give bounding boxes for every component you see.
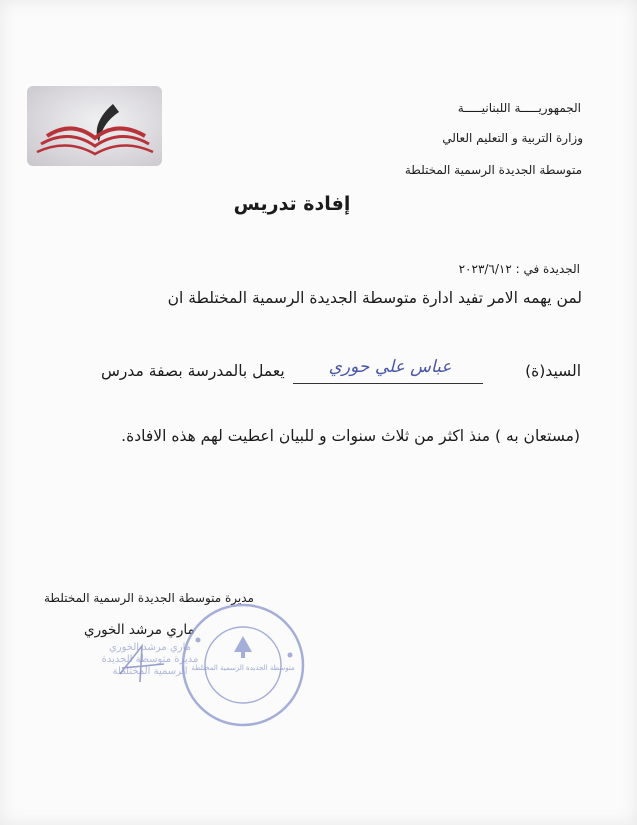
duration-text: (مستعان به ) منذ اكثر من ثلاث سنوات و للبيان اعطيت لهم هذه الافادة. [121,427,580,445]
signatory-name: ماري مرشد الخوري [84,622,195,638]
header-republic: الجمهوريـــــة اللبنانيـــــة [457,101,581,115]
name-stamp-line: ماري مرشد الخوري [108,642,192,653]
handwritten-name: عباس علي حوري [328,357,452,377]
name-stamp-line: الرسمية المختلطة [112,666,188,677]
signature-scrawl [112,634,172,694]
stamp-center-text: متوسطة الجديدة الرسمية المختلطة [191,664,295,672]
intro-text: لمن يهمه الامر تفيد ادارة متوسطة الجديدة الرسمية المختلطة ان [167,289,582,307]
name-stamp-line: مديرة متوسطة الجديدة [101,654,199,665]
header-school: متوسطة الجديدة الرسمية المختلطة [404,163,582,177]
work-text: يعمل بالمدرسة بصفة مدرس [101,362,285,380]
date-line: الجديدة في : ٢٠٢٣/٦/١٢ [458,262,580,276]
name-label: السيد(ة) [525,362,581,380]
signatory-title: مديرة متوسطة الجديدة الرسمية المختلطة [44,591,254,605]
document-title: إفادة تدريس [233,193,351,215]
official-stamp [178,600,308,730]
header-ministry: وزارة التربية و التعليم العالي [442,131,583,145]
ministry-logo [27,86,162,166]
